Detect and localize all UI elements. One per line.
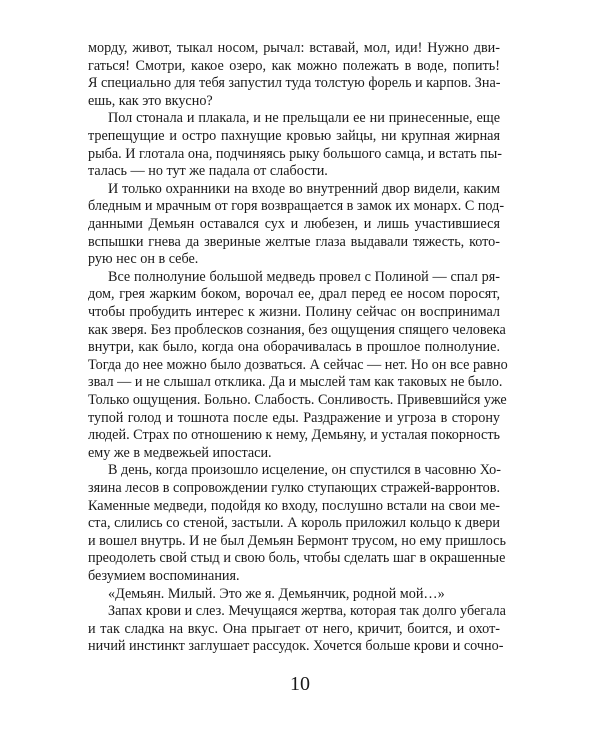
text-line: данными Демьян оставался сух и любезен, и лишь участившиеся: [88, 216, 500, 232]
paragraph-first-line: И только охранники на входе во внутренний двор видели, каким: [108, 180, 500, 197]
text-line: Я специально для тебя запустил туда толстую форель и карпов. Зна-: [88, 75, 501, 92]
text-line: Тогда до нее можно было дозваться. А сейчас — нет. Но он все равно: [88, 356, 508, 373]
text-line: морду, живот, тыкал носом, рычал: вставай, мол, иди! Нужно дви-: [88, 40, 500, 56]
paragraph-first-line: Пол стонала и плакала, и не прельщали ее ни принесенные, еще: [108, 110, 500, 127]
text-line: вспышки гнева да звериные желтые глаза выдавали тяжесть, кото-: [88, 233, 500, 250]
text-line: бледным и мрачным от горя возвращается в замок их монарх. С под-: [88, 198, 505, 215]
text-line: звал — и не слышал отклика. Да и мыслей там как таковых не было.: [88, 374, 503, 391]
text-line: как зверя. Без проблесков сознания, без ощущения спящего человека: [88, 321, 506, 338]
text-line: талась — но тут же падала от слабости.: [88, 163, 328, 180]
text-line: и вошел внутрь. И не был Демьян Бермонт трусом, но ему пришлось: [88, 532, 506, 549]
text-line: людей. Страх по отношению к нему, Демьяну, и усталая покорность: [88, 427, 500, 444]
paragraph-first-line: Все полнолуние большой медведь провел с Полиной — спал ря-: [108, 268, 500, 285]
text-line: преодолеть свой стыд и свою боль, чтобы сделать шаг в окрашенные: [88, 550, 506, 567]
text-line: Только ощущения. Больно. Слабость. Сонливость. Привевшийся уже: [88, 392, 507, 408]
text-line: ему же в медвежьей ипостаси.: [88, 444, 272, 461]
text-line: безумием воспоминания.: [88, 568, 240, 584]
text-line: тупой голод и тошнота после еды. Раздражение и угроза в сторону: [88, 409, 500, 426]
book-page: [88, 40, 508, 730]
text-line: рыба. И глотала она, подчиняясь рыку большого самца, и встать пы-: [88, 145, 502, 162]
text-line: ста, слились со стеной, застыли. А король приложил кольцо к двери: [88, 515, 500, 532]
text-line: внутри, как было, когда она оборачивалась в прошлое полнолуние.: [88, 339, 500, 356]
text-line: дом, грея жарким боком, ворочал ее, драл перед ее носом поросят,: [88, 286, 500, 303]
text-line: рую нес он в себе.: [88, 251, 199, 268]
paragraph-first-line: Запах крови и слез. Мечущаяся жертва, которая так долго убегала: [108, 603, 506, 620]
quote-line: «Демьян. Милый. Это же я. Демьянчик, родной мой…»: [108, 585, 445, 602]
text-line: Каменные медведи, подойдя ко входу, послушно встали на свои ме-: [88, 497, 500, 514]
text-line: и так сладка на вкус. Она прыгает от него, кричит, боится, и охот-: [88, 620, 500, 637]
text-line: чтобы пробудить интерес к жизни. Полину сейчас он воспринимал: [88, 304, 500, 320]
text-line: зяина лесов в сопровождении гулко ступающих стражей-варронтов.: [88, 480, 500, 496]
text-line: трепещущие и остро пахнущие кровью зайцы, ни крупная жирная: [88, 128, 500, 144]
text-line: ешь, как это вкусно?: [88, 92, 213, 109]
text-line: гаться! Смотри, какое озеро, как можно полежать в воде, попить!: [88, 57, 500, 74]
page-number: 10: [290, 673, 310, 695]
text-line: ничий инстинкт заглушает рассудок. Хочется больше крови и сочно-: [88, 638, 504, 655]
paragraph-first-line: В день, когда произошло исцеление, он спустился в часовню Хо-: [108, 462, 501, 479]
